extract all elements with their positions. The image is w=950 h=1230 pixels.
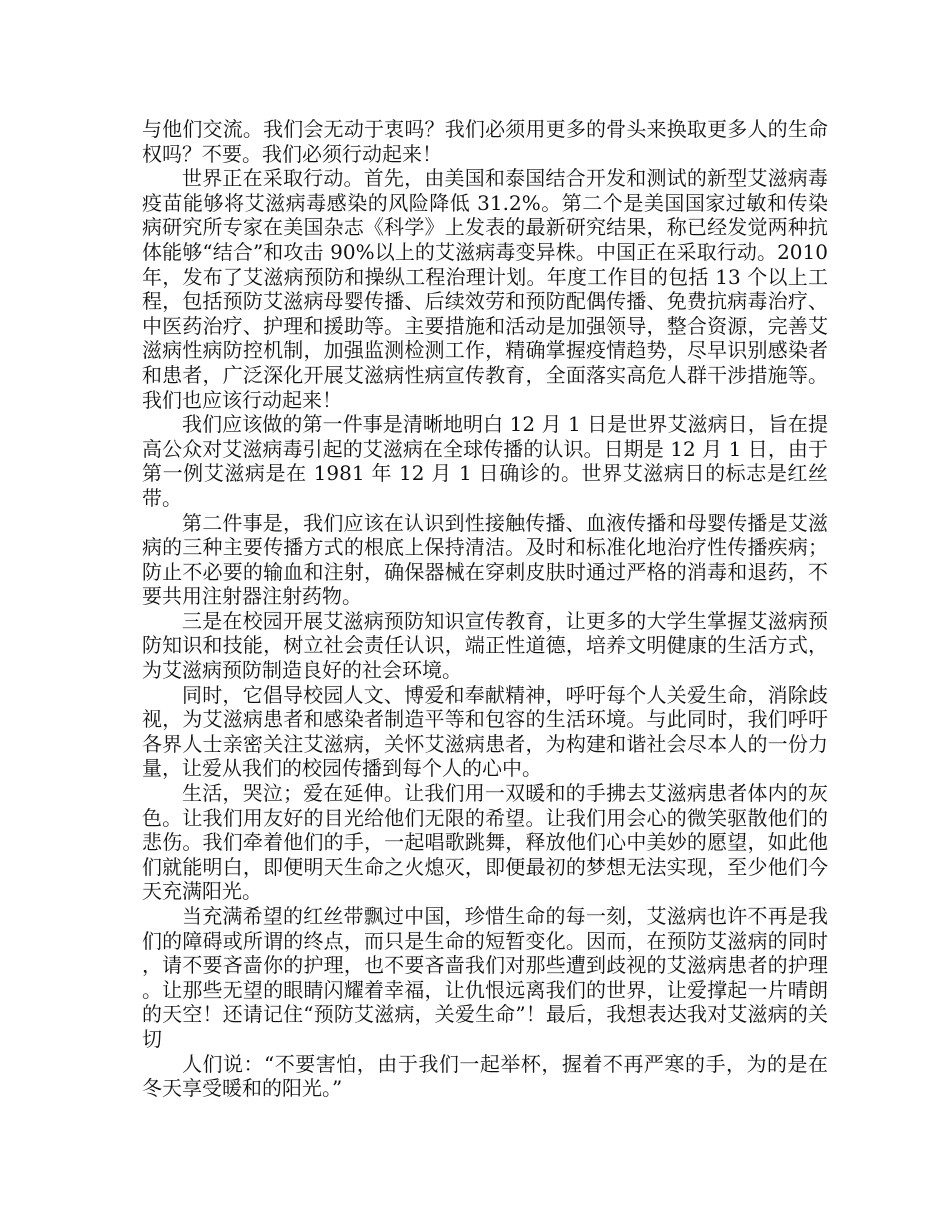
paragraph-9: 人们说：“不要害怕，由于我们一起举杯，握着不再严寒的手，为的是在冬天享受暖和的阳光。”: [142, 1051, 828, 1101]
paragraph-3: 我们应该做的第一件事是清晰地明白 12 月 1 日是世界艾滋病日，旨在提高公众对艾滋病毒引起的艾滋病在全球传播的认识。日期是 12 月 1 日，由于第一例艾滋病是在 1981 年 12 月 1 日确诊的。世界艾滋病日的标志是红丝带。: [142, 412, 828, 510]
paragraph-5: 三是在校园开展艾滋病预防知识宣传教育，让更多的大学生掌握艾滋病预防知识和技能，树立社会责任认识，端正性道德，培养文明健康的生活方式，为艾滋病预防制造良好的社会环境。: [142, 608, 828, 683]
paragraph-4: 第二件事是，我们应该在认识到性接触传播、血液传播和母婴传播是艾滋病的三种主要传播方式的根底上保持清洁。及时和标准化地治疗性传播疾病；防止不必要的输血和注射，确保器械在穿刺皮肤时通过严格的消毒和退药，不要共用注射器注射药物。: [142, 510, 828, 609]
paragraph-1: 与他们交流。我们会无动于衷吗？我们必须用更多的骨头来换取更多人的生命权吗？不要。我们必须行动起来！: [142, 117, 828, 166]
document-body: [142, 117, 828, 1101]
paragraph-7: 生活，哭泣；爱在延伸。让我们用一双暖和的手拂去艾滋病患者体内的灰色。让我们用友好的目光给他们无限的希望。让我们用会心的微笑驱散他们的悲伤。我们牵着他们的手，一起唱歌跳舞，释放他们心中美妙的愿望，如此他们就能明白，即便明天生命之火熄灭，即便最初的梦想无法实现，至少他们今天充满阳光。: [142, 781, 828, 904]
paragraph-6: 同时，它倡导校园人文、博爱和奉献精神，呼吁每个人关爱生命，消除歧视，为艾滋病患者和感染者制造平等和包容的生活环境。与此同时，我们呼吁各界人士亲密关注艾滋病，关怀艾滋病患者，为构建和谐社会尽本人的一份力量，让爱从我们的校园传播到每个人的心中。: [142, 682, 828, 781]
paragraph-2: 世界正在采取行动。首先，由美国和泰国结合开发和测试的新型艾滋病毒疫苗能够将艾滋病毒感染的风险降低 31.2%。第二个是美国国家过敏和传染病研究所专家在美国杂志《科学》上发表的最新研究结果，称已经发觉两种抗体能够“结合”和攻击 90%以上的艾滋病毒变异株。中国正在采取行动。2010 年，发布了艾滋病预防和操纵工程治理计划。年度工作目的包括 13 个以上工程，包括预防艾滋病母婴传播、后续效劳和预防配偶传播、免费抗病毒治疗、中医药治疗、护理和援助等。主要措施和活动是加强领导，整合资源，完善艾滋病性病防控机制，加强监测检测工作，精确掌握疫情趋势，尽早识别感染者和患者，广泛深化开展艾滋病性病宣传教育，全面落实高危人群干涉措施等。我们也应该行动起来！: [142, 166, 828, 412]
paragraph-8: 当充满希望的红丝带飘过中国，珍惜生命的每一刻，艾滋病也许不再是我们的障碍或所谓的终点，而只是生命的短暂变化。因而，在预防艾滋病的同时，请不要吝啬你的护理，也不要吝啬我们对那些遭到歧视的艾滋病患者的护理。让那些无望的眼睛闪耀着幸福，让仇恨远离我们的世界，让爱撑起一片晴朗的天空！还请记住“预防艾滋病，关爱生命”！最后，我想表达我对艾滋病的关切: [142, 904, 828, 1051]
